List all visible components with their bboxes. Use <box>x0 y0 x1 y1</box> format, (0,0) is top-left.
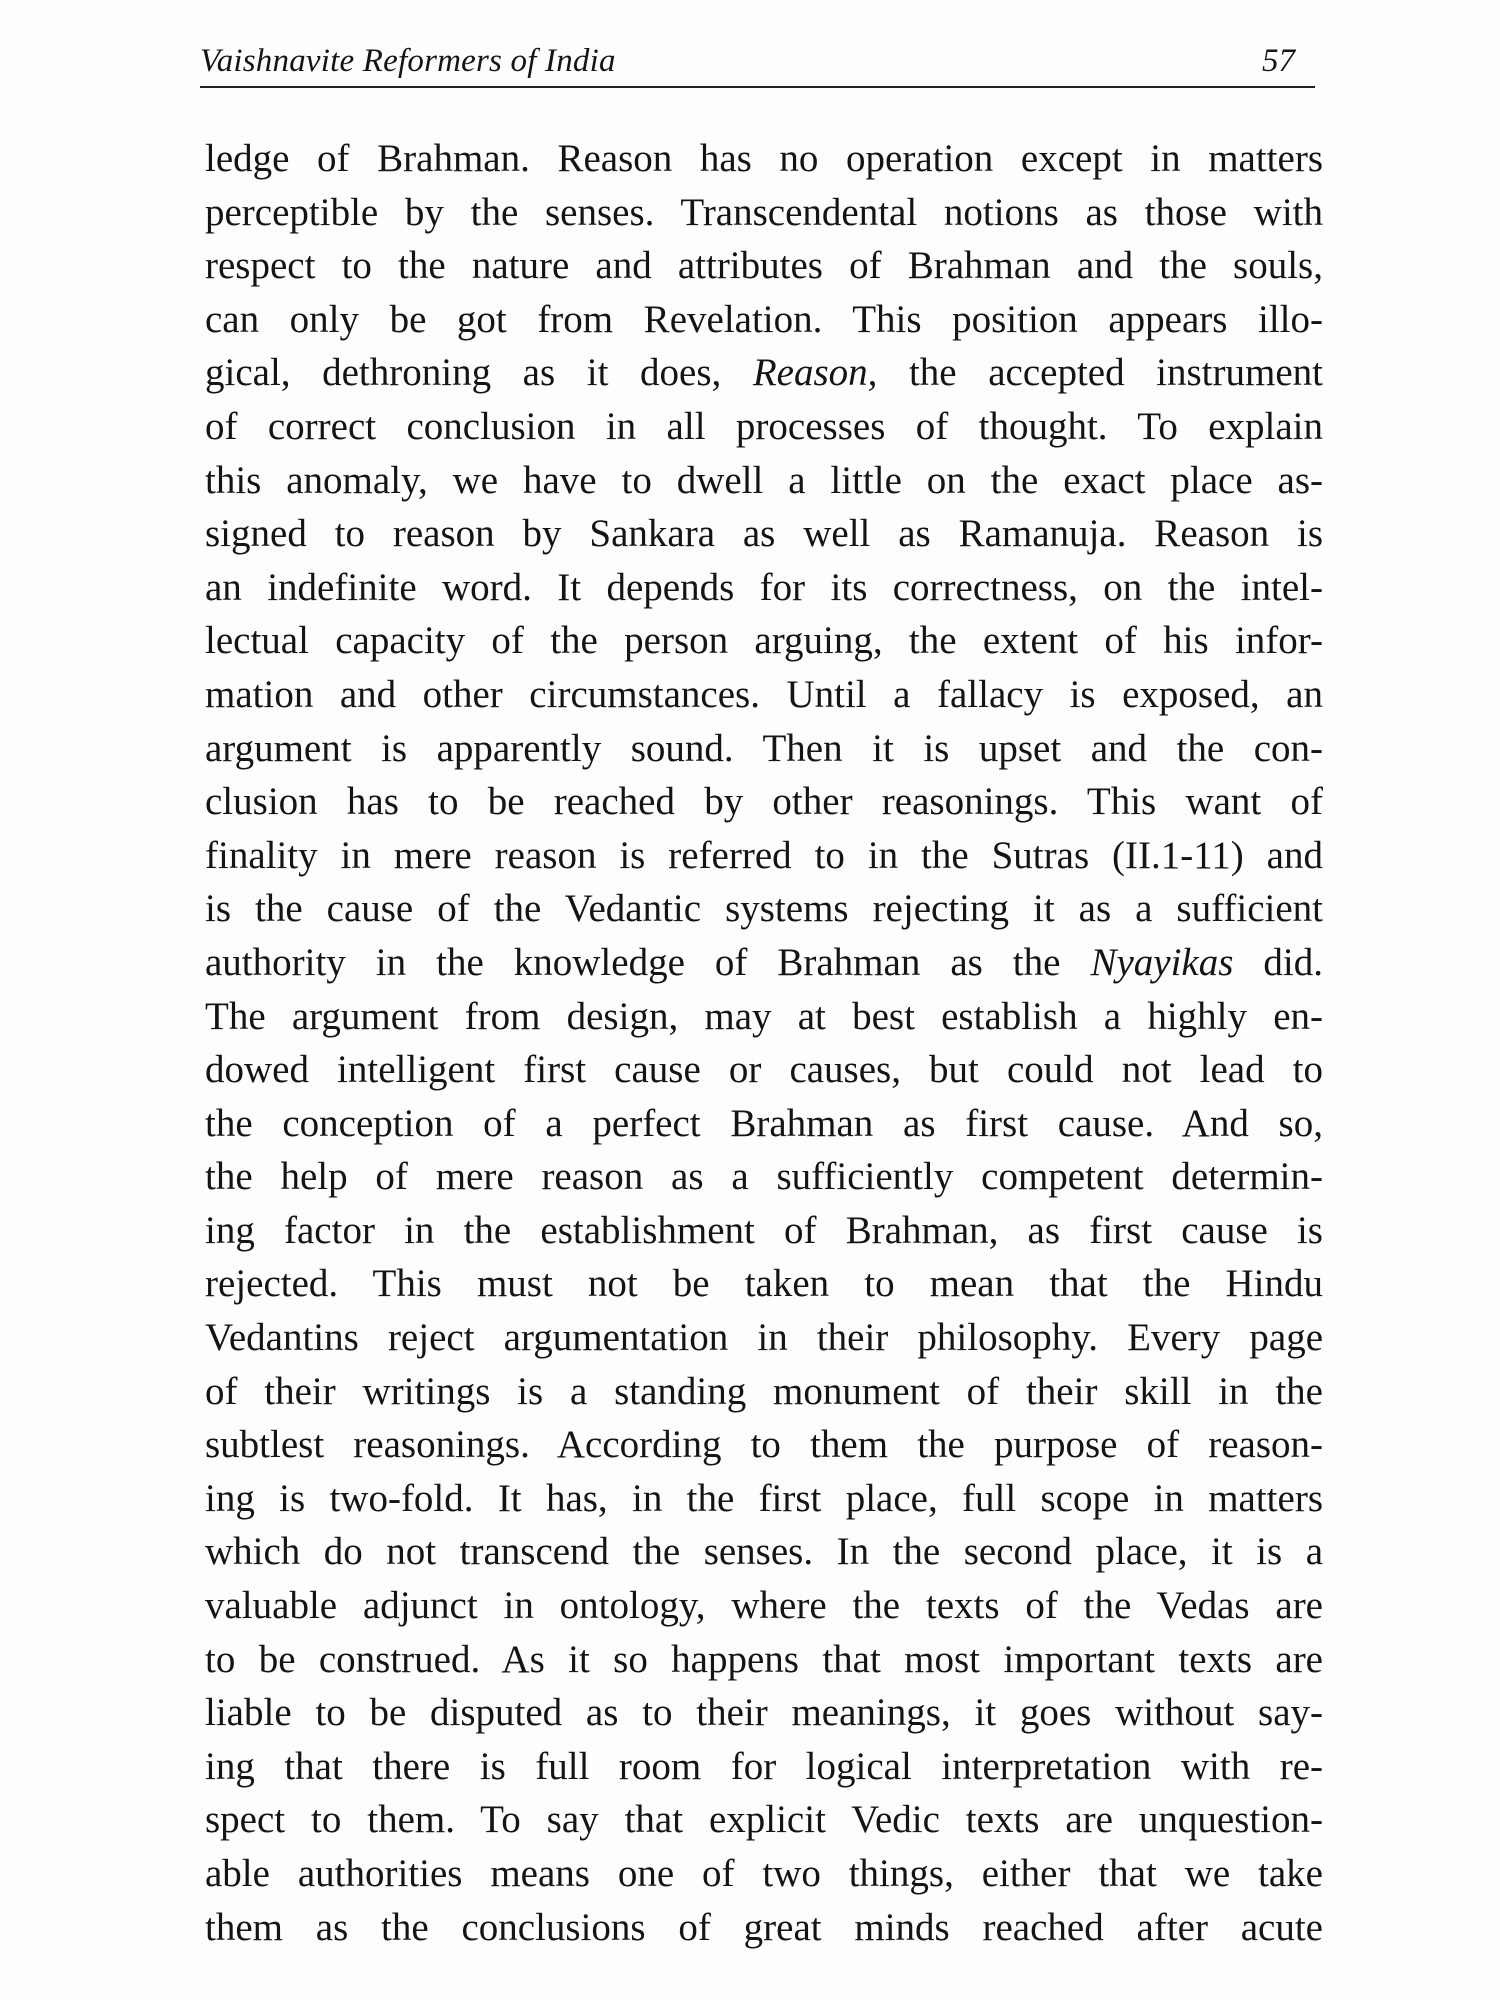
text-line: of their writings is a standing monument of their skill in the <box>205 1369 1323 1413</box>
body-text <box>205 132 1323 1954</box>
running-title: Vaishnavite Reformers of India <box>200 43 616 79</box>
text-line: mation and other circumstances. Until a fallacy is exposed, an <box>205 672 1323 716</box>
text-line: spect to them. To say that explicit Vedic texts are unquestion- <box>205 1798 1323 1842</box>
text-line: respect to the nature and attributes of Brahman and the souls, <box>205 244 1323 288</box>
text-line: signed to reason by Sankara as well as Ramanuja. Reason is <box>205 512 1323 556</box>
text-line: finality in mere reason is referred to in the Sutras (II.1-11) and <box>205 833 1323 877</box>
text-line: argument is apparently sound. Then it is upset and the con- <box>205 726 1323 770</box>
running-header <box>200 30 1315 88</box>
text-line: rejected. This must not be taken to mean that the Hindu <box>205 1262 1323 1306</box>
text-line: subtlest reasonings. According to them the purpose of reason- <box>205 1423 1323 1467</box>
text-line: can only be got from Revelation. This position appears illo- <box>205 297 1323 341</box>
text-line: them as the conclusions of great minds reached after acute <box>205 1905 1323 1949</box>
text-line: the help of mere reason as a sufficiently competent determin- <box>205 1155 1323 1199</box>
text-line: Vedantins reject argumentation in their philosophy. Every page <box>205 1316 1323 1360</box>
text-line: The argument from design, may at best establish a highly en- <box>205 994 1323 1038</box>
text-line: valuable adjunct in ontology, where the texts of the Vedas are <box>205 1584 1323 1628</box>
text-line: ing that there is full room for logical interpretation with re- <box>205 1744 1323 1788</box>
text-line: perceptible by the senses. Transcendental notions as those with <box>205 190 1323 234</box>
text-line: gical, dethroning as it does, Reason, the accepted instrument <box>205 351 1323 395</box>
text-line: clusion has to be reached by other reasonings. This want of <box>205 780 1323 824</box>
text-line: ing factor in the establishment of Brahman, as first cause is <box>205 1208 1323 1252</box>
text-line: of correct conclusion in all processes of thought. To explain <box>205 404 1323 448</box>
italic-term: Nyayikas <box>1090 940 1234 984</box>
text-line: authority in the knowledge of Brahman as the Nyayikas did. <box>205 940 1323 984</box>
text-line: lectual capacity of the person arguing, the extent of his infor- <box>205 619 1323 663</box>
text-line: ing is two-fold. It has, in the first place, full scope in matters <box>205 1476 1323 1520</box>
text-line: dowed intelligent first cause or causes, but could not lead to <box>205 1048 1323 1092</box>
text-line: to be construed. As it so happens that most important texts are <box>205 1637 1323 1681</box>
text-line: which do not transcend the senses. In the second place, it is a <box>205 1530 1323 1574</box>
text-line: able authorities means one of two things, either that we take <box>205 1852 1323 1895</box>
text-line: the conception of a perfect Brahman as first cause. And so, <box>205 1101 1323 1145</box>
page-number: 57 <box>1262 43 1295 79</box>
text-line: liable to be disputed as to their meanings, it goes without say- <box>205 1691 1323 1735</box>
text-line: this anomaly, we have to dwell a little on the exact place as- <box>205 458 1323 502</box>
text-line: is the cause of the Vedantic systems rejecting it as a sufficient <box>205 887 1323 931</box>
text-line: an indefinite word. It depends for its correctness, on the intel- <box>205 565 1323 609</box>
italic-term: Reason, <box>752 351 878 395</box>
text-line: ledge of Brahman. Reason has no operation except in matters <box>205 137 1323 180</box>
